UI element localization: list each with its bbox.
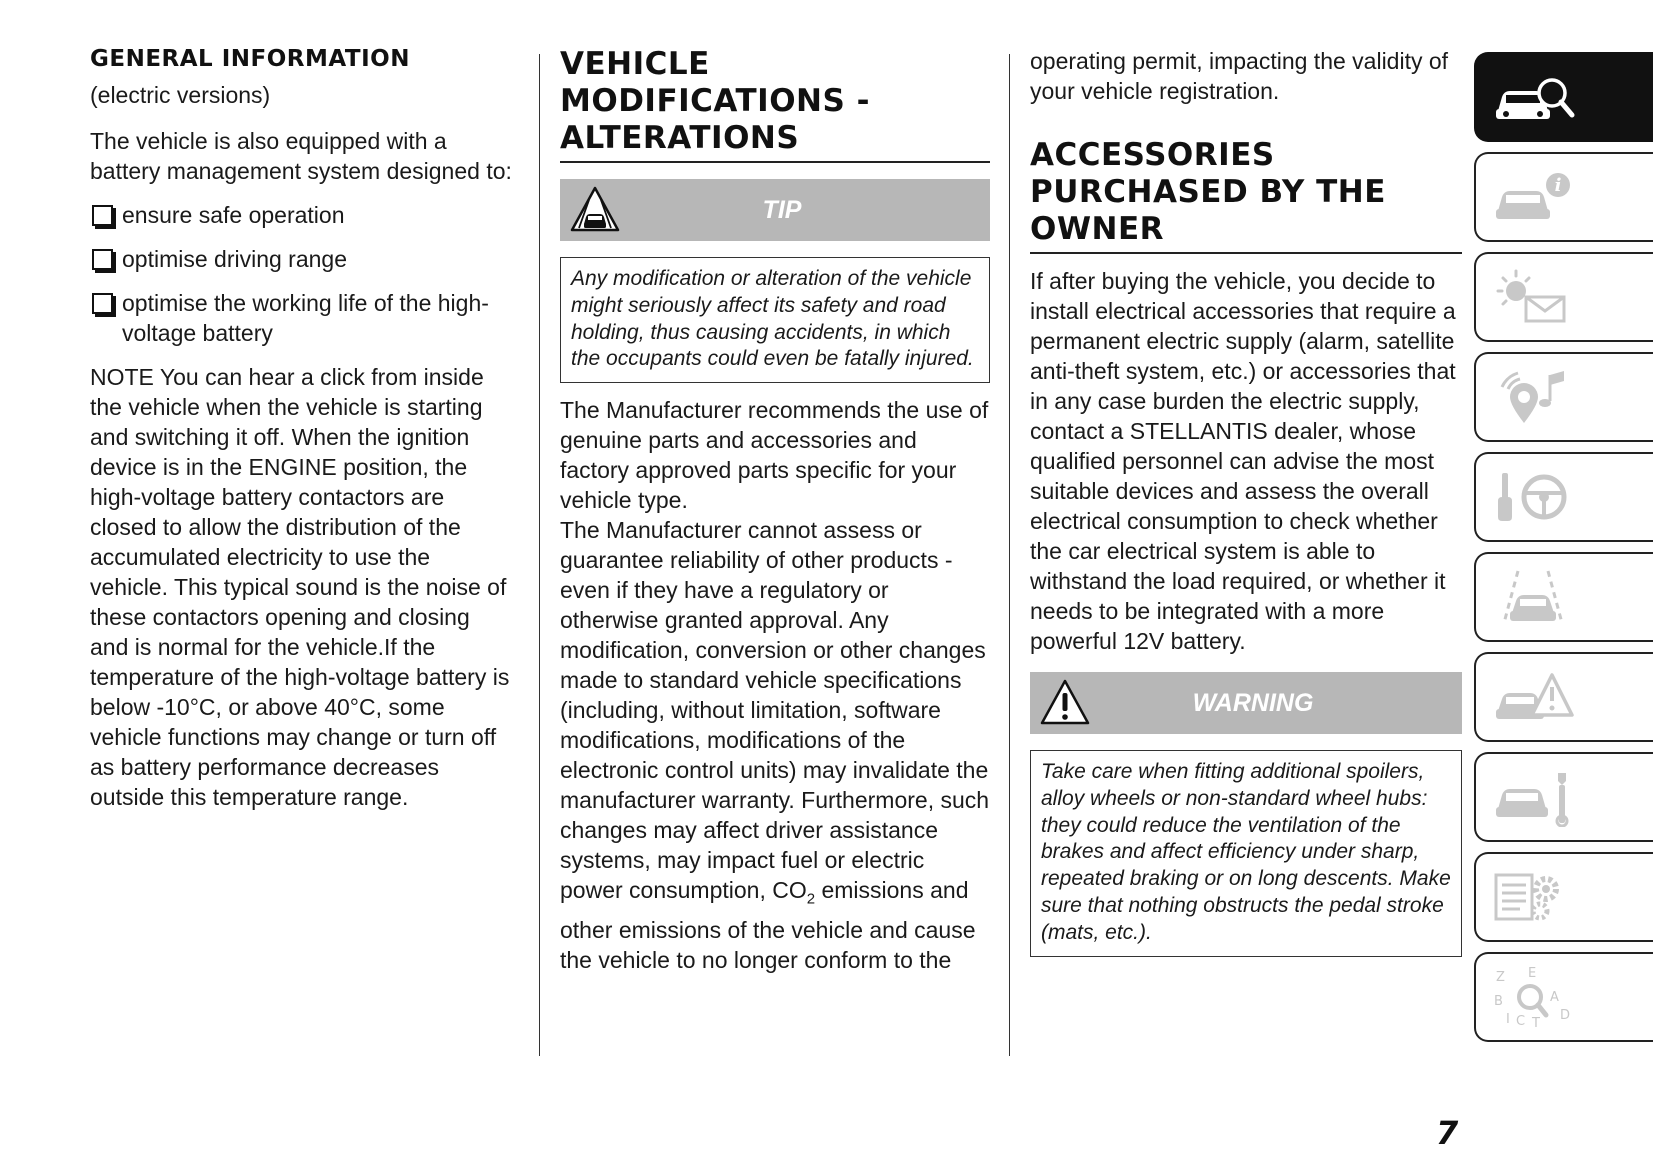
list-item <box>90 288 512 348</box>
list-item <box>90 200 512 230</box>
checkbox-bullet-icon <box>92 205 113 226</box>
column-divider <box>1009 54 1010 1056</box>
tab-warning-lights[interactable] <box>1474 252 1653 342</box>
list-item-text: optimise the working life of the high-voltage battery <box>122 290 489 346</box>
svg-text:B: B <box>1494 994 1503 1009</box>
car-emergency-icon <box>1492 667 1582 727</box>
heading-line: MODIFICATIONS - <box>560 83 870 119</box>
starting-driving-icon <box>1492 467 1582 527</box>
tip-banner <box>560 179 990 241</box>
tip-box <box>560 257 990 383</box>
warning-text: Take care when fitting additional spoilers, alloy wheels or non-standard wheel hubs: they could reduce the ventilation of the brakes and affect efficiency under sharp, repeated braking or on long descents. Make sure that nothing obstructs the pedal stroke (mats, etc.). <box>1041 760 1451 944</box>
technical-data-icon <box>1492 867 1582 927</box>
tab-car-info[interactable] <box>1474 152 1653 242</box>
svg-text:I: I <box>1506 1012 1510 1027</box>
accessories-section <box>1030 46 1462 957</box>
heading-line: OWNER <box>1030 211 1165 247</box>
warning-box <box>1030 750 1462 957</box>
chapter-tabs <box>1474 52 1653 1052</box>
general-information-section <box>90 46 512 812</box>
section-heading <box>560 46 990 163</box>
column-divider <box>539 54 540 1056</box>
vehicle-modifications-section <box>560 46 990 975</box>
note-paragraph: NOTE You can hear a click from inside the vehicle when the vehicle is starting and switching it off. When the ignition device is in the ENGINE position, the high-voltage battery contactors are closed to allow the distribution of the accumulated electricity to use the vehicle. This typical sound is the noise of these contactors opening and closing and is normal for the vehicle.If the temperature of the high-voltage battery is below -10°C, or above 40°C, some vehicle functions may change or turn off as battery performance decreases outside this temperature range. <box>90 364 510 810</box>
paragraph-text: The Manufacturer cannot assess or guarantee reliability of other products - even if they have a regulatory or otherwise granted approval. Any modification, conversion or other changes made to standard vehicle specifications (including, without limitation, software modifications, modifications of the electronic control units) may invalidate the manufacturer warranty. Furthermore, such changes may affect driver assistance systems, may impact fuel or electric power consumption, CO <box>560 517 990 904</box>
bullet-list <box>90 200 512 348</box>
car-lane-safety-icon <box>1492 567 1582 627</box>
paragraph <box>560 515 990 975</box>
list-item <box>90 244 512 274</box>
intro-paragraph: The vehicle is also equipped with a battery management system designed to: <box>90 128 512 184</box>
subscript: 2 <box>806 890 816 908</box>
svg-text:A: A <box>1550 990 1559 1005</box>
tip-label: TIP <box>762 195 802 224</box>
svg-text:C: C <box>1516 1014 1526 1027</box>
tab-safety[interactable] <box>1474 552 1653 642</box>
tab-index[interactable] <box>1474 952 1653 1042</box>
paragraph-text: emissions and other emissions of the vehicle and cause the vehicle to no longer conform to the <box>560 877 976 973</box>
svg-text:T: T <box>1532 1016 1540 1027</box>
signal-music-location-icon <box>1492 367 1582 427</box>
svg-text:Z: Z <box>1496 970 1505 985</box>
section-heading <box>1030 137 1462 254</box>
checkbox-bullet-icon <box>92 249 113 270</box>
svg-text:E: E <box>1528 967 1537 981</box>
page-number: 7 <box>1436 1114 1459 1152</box>
section-subheading: (electric versions) <box>90 82 271 108</box>
continuation-paragraph: operating permit, impacting the validity of your vehicle registration. <box>1030 48 1449 104</box>
heading-line: PURCHASED BY THE <box>1030 174 1386 210</box>
heading-line: ACCESSORIES <box>1030 137 1275 173</box>
car-on-road-icon <box>560 179 630 241</box>
tab-car-magnifier[interactable] <box>1474 52 1653 142</box>
car-magnifier-icon <box>1492 67 1582 127</box>
list-item-text: optimise driving range <box>122 246 348 272</box>
list-item-text: ensure safe operation <box>122 202 345 228</box>
heading-line: VEHICLE <box>560 46 710 82</box>
exclamation-warning-icon <box>1030 672 1100 734</box>
tip-text: Any modification or alteration of the vehicle might seriously affect its safety and road holding, thus causing accidents, in which the occupants could even be fatally injured. <box>571 267 974 371</box>
car-info-icon <box>1492 167 1582 227</box>
tab-maintenance[interactable] <box>1474 752 1653 842</box>
tab-starting-driving[interactable] <box>1474 452 1653 542</box>
heading-line: ALTERATIONS <box>560 120 800 156</box>
warning-light-message-icon <box>1492 267 1582 327</box>
warning-banner <box>1030 672 1462 734</box>
tab-emergency[interactable] <box>1474 652 1653 742</box>
section-heading: GENERAL INFORMATION <box>90 46 410 72</box>
svg-text:i: i <box>1554 175 1562 196</box>
paragraph: If after buying the vehicle, you decide to install electrical accessories that require a permanent electric supply (alarm, satellite anti-theft system, etc.) or accessories that in any case burden the electric supply, contact a STELLANTIS dealer, whose qualified personnel can advise the most suitable devices and assess the overall electrical consumption to check whether the car electrical system is able to withstand the load required, or whether it needs to be integrated with a more powerful 12V battery. <box>1030 268 1456 654</box>
alphabetical-index-icon <box>1492 967 1582 1027</box>
tab-technical-data[interactable] <box>1474 852 1653 942</box>
car-maintenance-icon <box>1492 767 1582 827</box>
paragraph: The Manufacturer recommends the use of genuine parts and accessories and factory approved parts specific for your vehicle type. <box>560 397 989 514</box>
svg-text:D: D <box>1560 1008 1571 1023</box>
checkbox-bullet-icon <box>92 293 113 314</box>
tab-multimedia[interactable] <box>1474 352 1653 442</box>
warning-label: WARNING <box>1192 688 1314 717</box>
